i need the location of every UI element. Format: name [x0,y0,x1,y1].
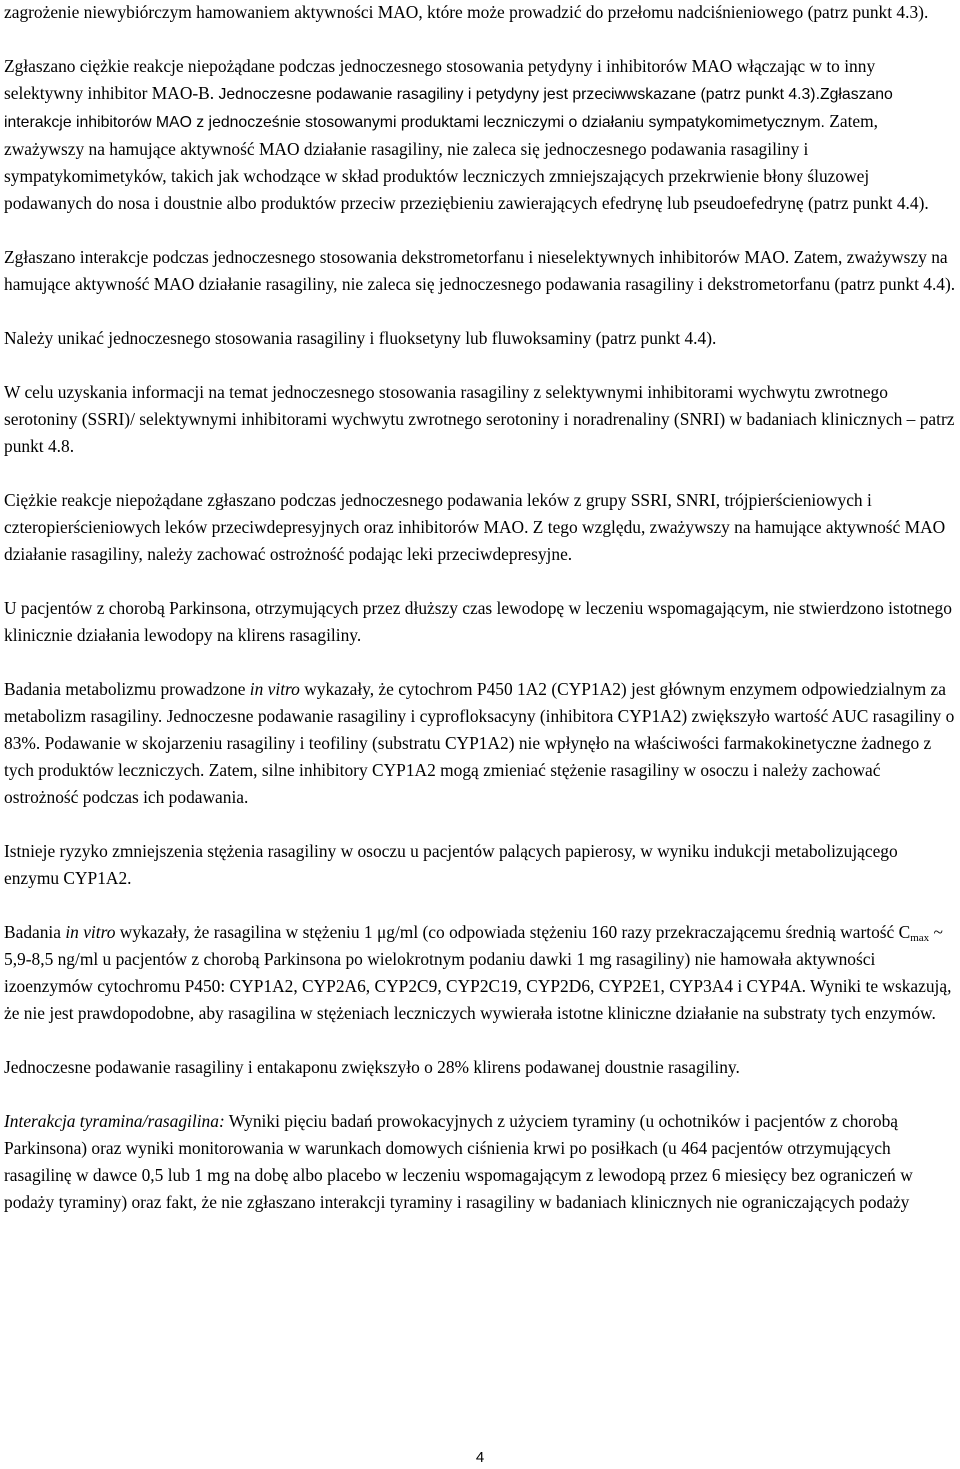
paragraph-levodopa: U pacjentów z chorobą Parkinsona, otrzymujących przez dłuższy czas lewodopę w leczeniu wspomagającym, nie stwierdzono istotnego klinicznie działania lewodopy na klirens rasagiliny. [4,598,952,645]
paragraph-cyp1a2-text-a: Badania metabolizmu prowadzone [4,679,250,699]
paragraph-smokers: Istnieje ryzyko zmniejszenia stężenia rasagiliny w osoczu u pacjentów palących papierosy, w wyniku indukcji metabolizującego enzymu CYP1A2. [4,841,898,888]
paragraph-tyramine-text: Wyniki pięciu badań prowokacyjnych z użyciem tyraminy (u ochotników i pacjentów z chorobą Parkinsona) oraz wyniki monitorowania w warunkach domowych ciśnienia krwi po posiłkach (u 464 pacjentów otrzymujących rasagilinę w dawce 0,5 lub 1 mg na dobę albo placebo w leczeniu wspomagającym z lewodopą przez 6 miesięcy bez ograniczeń w podaży tyraminy) oraz fakt, że nie zgłaszano interakcji tyraminy i rasagiliny w badaniach klinicznych nie ograniczających podaży [4,1111,913,1212]
paragraph-cyp1a2-italic: in vitro [249,679,300,699]
paragraph-fluoxetine: Należy unikać jednoczesnego stosowania rasagiliny i fluoksetyny lub fluwoksaminy (patrz punkt 4.4). [4,328,717,348]
paragraph-p450-in-vitro [4,919,956,1027]
paragraph-ssri-snri: W celu uzyskania informacji na temat jednoczesnego stosowania rasagiliny z selektywnymi inhibitorami wychwytu zwrotnego serotoniny (SSRI)/ selektywnymi inhibitorami wychwytu zwrotnego serotoniny i noradrenaliny (SNRI) w badaniach klinicznych – patrz punkt 4.8. [4,382,955,456]
paragraph-tyramine [4,1108,956,1216]
paragraph-pethidine-serif-text: Zgłaszano ciężkie reakcje niepożądane podczas jednoczesnego stosowania petydyny i inhibitorów MAO włączając w to inny selektywny inhibitor MAO-B. [4,56,876,103]
document-body [4,0,956,1216]
paragraph-p450-text-c: ~ 5,9-8,5 ng/ml u pacjentów z chorobą Parkinsona po wielokrotnym podaniu dawki 1 mg rasagiliny) nie hamowała aktywności izoenzymów cytochromu P450: CYP1A2, CYP2A6, CYP2C9, CYP2C19, CYP2D6, CYP2E1, CYP3A4 i CYP4A. Wyniki te wskazują, że nie jest prawdopodobne, aby rasagilina w stężeniach leczniczych wywierała istotne kliniczne działanie na substraty tych enzymów. [4,922,952,1023]
paragraph-cyp1a2-text-b: wykazały, że cytochrom P450 1A2 (CYP1A2) jest głównym enzymem odpowiedzialnym za metabolizm rasagiliny. Jednoczesne podawanie rasagiliny i cyprofloksacyny (inhibitora CYP1A2) zwiększyło wartość AUC rasagiliny o 83%. Podawanie w skojarzeniu rasagiliny i teofiliny (substratu CYP1A2) nie wpłynęło na właściwości farmakokinetyczne żadnego z tych produktów leczniczych. Zatem, silne inhibitory CYP1A2 mogą zmieniać stężenie rasagiliny w osoczu i należy zachować ostrożność podczas ich podawania. [4,679,955,807]
page-number: 4 [475,1449,485,1466]
paragraph-pethidine-sans-text: Jednoczesne podawanie rasagiliny i petydyny jest przeciwwskazane (patrz punkt 4.3).Zgłaszano interakcje inhibitorów MAO z jednocześnie stosowanymi produktami leczniczymi o działaniu sympatykomimetycznym. [4,86,893,131]
paragraph-sympathomimetics-text: Zatem, zważywszy na hamujące aktywność MAO działanie rasagiliny, nie zaleca się jednoczesnego podawania rasagiliny i sympatykomimetyków, takich jak wchodzące w skład produktów leczniczych zmniejszających przekrwienie błony śluzowej podawanych do nosa i doustnie albo produktów przeciw przeziębieniu zawierających efedrynę lub pseudoefedrynę (patrz punkt 4.4). [4,111,929,213]
paragraph-dextromethorphan: Zgłaszano interakcje podczas jednoczesnego stosowania dekstrometorfanu i nieselektywnych inhibitorów MAO. Zatem, zważywszy na hamujące aktywność MAO działanie rasagiliny, nie zaleca się jednoczesnego podawania rasagiliny i dekstrometorfanu (patrz punkt 4.4). [4,247,956,294]
paragraph-antidepressants: Ciężkie reakcje niepożądane zgłaszano podczas jednoczesnego podawania leków z grupy SSRI, SNRI, trójpierścieniowych i czteropierścieniowych leków przeciwdepresyjnych oraz inhibitorów MAO. Z tego względu, zważywszy na hamujące aktywność MAO działanie rasagiliny, należy zachować ostrożność podając leki przeciwdepresyjne. [4,490,946,564]
paragraph-entacapone: Jednoczesne podawanie rasagiliny i entakaponu zwiększyło o 28% klirens podawanej doustnie rasagiliny. [4,1057,740,1077]
document-page [4,0,956,1469]
paragraph-p450-text-a: Badania [4,922,66,942]
paragraph-hypertensive-crisis: zagrożenie niewybiórczym hamowaniem aktywności MAO, które może prowadzić do przełomu nadciśnieniowego (patrz punkt 4.3). [4,2,929,22]
paragraph-p450-text-b: wykazały, że rasagilina w stężeniu 1 μg/ml (co odpowiada stężeniu 160 razy przekraczającemu średnią wartość C [115,922,911,942]
cmax-subscript: max [910,932,930,944]
paragraph-pethidine-sympathomimetics [4,53,956,217]
paragraph-tyramine-heading: Interakcja tyramina/rasagilina: [4,1111,225,1131]
paragraph-p450-italic: in vitro [65,922,116,942]
paragraph-cyp1a2-metabolism [4,676,956,811]
